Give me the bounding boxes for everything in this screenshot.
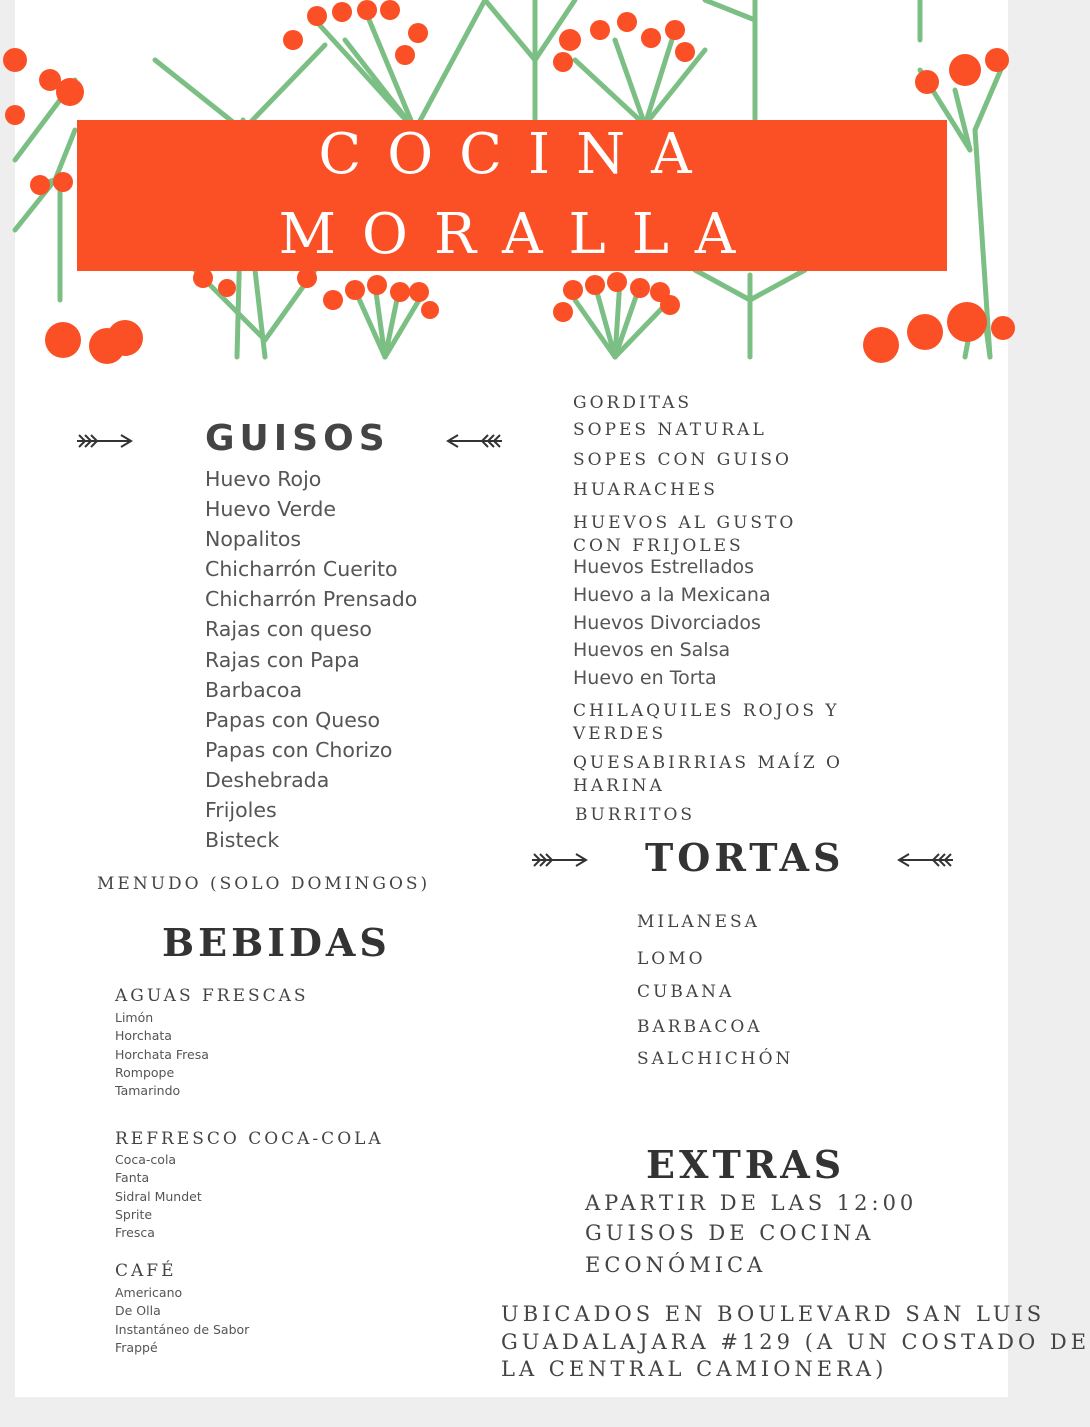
guiso-item: Papas con Chorizo	[205, 737, 393, 762]
aguas-heading: AGUAS FRESCAS	[115, 986, 309, 1006]
refresco-item: Fanta	[115, 1170, 150, 1186]
huevo-item: Huevos Estrellados	[573, 556, 755, 578]
guiso-item: Bisteck	[205, 828, 280, 853]
cafe-list	[115, 1284, 249, 1357]
location-line2: GUADALAJARA #129 (A UN COSTADO DE	[501, 1330, 1090, 1354]
huevos-heading-line2: CON FRIJOLES	[573, 536, 744, 556]
guiso-item: Chicharrón Prensado	[205, 587, 418, 612]
guiso-item: Frijoles	[205, 798, 277, 823]
huevo-item: Huevos Divorciados	[573, 611, 761, 634]
agua-item: Limón	[115, 1010, 154, 1025]
arrow-left-icon	[899, 851, 953, 869]
chilaquiles-line1: CHILAQUILES ROJOS Y	[573, 701, 840, 721]
title-line-2: MORALLA	[278, 202, 762, 267]
guiso-item: Rajas con queso	[205, 617, 372, 642]
huaraches-item: HUARACHES	[573, 480, 718, 500]
gorditas-item: GORDITAS	[573, 393, 692, 413]
arrow-left-icon	[448, 432, 502, 450]
refresco-item: Coca-cola	[115, 1152, 177, 1167]
cafe-heading: CAFÉ	[115, 1261, 177, 1281]
agua-item: Rompope	[115, 1064, 175, 1080]
guiso-item: Papas con Queso	[205, 707, 381, 732]
quesabirrias-line2: HARINA	[573, 776, 665, 796]
guiso-item: Huevo Rojo	[205, 467, 322, 491]
agua-item: Tamarindo	[115, 1083, 181, 1099]
location-line3: LA CENTRAL CAMIONERA)	[501, 1357, 888, 1381]
guiso-item: Deshebrada	[205, 767, 330, 792]
guisos-list	[205, 464, 417, 855]
torta-item: LOMO	[637, 949, 706, 969]
quesabirrias-line1: QUESABIRRIAS MAÍZ O	[573, 753, 843, 773]
extras-line1: APARTIR DE LAS 12:00	[585, 1191, 918, 1215]
sopes-guiso-item: SOPES CON GUISO	[573, 450, 792, 470]
refresco-item: Sidral Mundet	[115, 1188, 202, 1204]
torta-item: SALCHICHÓN	[637, 1049, 794, 1069]
guiso-item: Huevo Verde	[205, 497, 336, 522]
menu-page	[15, 0, 1090, 1397]
aguas-list	[115, 1009, 209, 1100]
tortas-heading: TORTAS	[645, 835, 845, 880]
cafe-item: Americano	[115, 1285, 183, 1300]
huevos-list	[573, 554, 771, 693]
arrow-right-icon	[532, 851, 586, 869]
cafe-item: Instantáneo de Sabor	[115, 1321, 250, 1337]
refrescos-list	[115, 1151, 202, 1242]
torta-item: CUBANA	[637, 982, 735, 1002]
agua-item: Horchata Fresa	[115, 1046, 209, 1062]
burritos-item: BURRITOS	[575, 805, 696, 825]
title-banner	[77, 120, 947, 271]
refresco-item: Sprite	[115, 1206, 153, 1222]
guiso-item: Nopalitos	[205, 527, 302, 552]
extras-line3: ECONÓMICA	[585, 1253, 767, 1277]
menudo-note: MENUDO (SOLO DOMINGOS)	[97, 874, 431, 894]
torta-item: BARBACOA	[637, 1017, 763, 1037]
refresco-heading: REFRESCO COCA-COLA	[115, 1129, 384, 1149]
guiso-item: Barbacoa	[205, 677, 303, 702]
huevo-item: Huevo en Torta	[573, 667, 717, 690]
huevos-heading-line1: HUEVOS AL GUSTO	[573, 513, 797, 533]
arrow-right-icon	[77, 432, 131, 450]
refresco-item: Fresca	[115, 1225, 155, 1241]
title-line-1: COCINA	[318, 122, 718, 187]
agua-item: Horchata	[115, 1028, 172, 1044]
cafe-item: De Olla	[115, 1303, 161, 1319]
huevo-item: Huevo a la Mexicana	[573, 583, 771, 606]
chilaquiles-line2: VERDES	[573, 724, 667, 744]
guisos-heading: GUISOS	[205, 418, 390, 459]
huevo-item: Huevos en Salsa	[573, 639, 731, 662]
location-line1: UBICADOS EN BOULEVARD SAN LUIS	[501, 1302, 1046, 1326]
bebidas-heading: BEBIDAS	[162, 920, 391, 965]
guiso-item: Rajas con Papa	[205, 647, 360, 672]
cafe-item: Frappé	[115, 1339, 158, 1355]
extras-line2: GUISOS DE COCINA	[585, 1221, 875, 1245]
torta-item: MILANESA	[637, 912, 760, 932]
extras-heading: EXTRAS	[646, 1142, 846, 1187]
sopes-natural-item: SOPES NATURAL	[573, 420, 767, 440]
guiso-item: Chicharrón Cuerito	[205, 557, 398, 582]
